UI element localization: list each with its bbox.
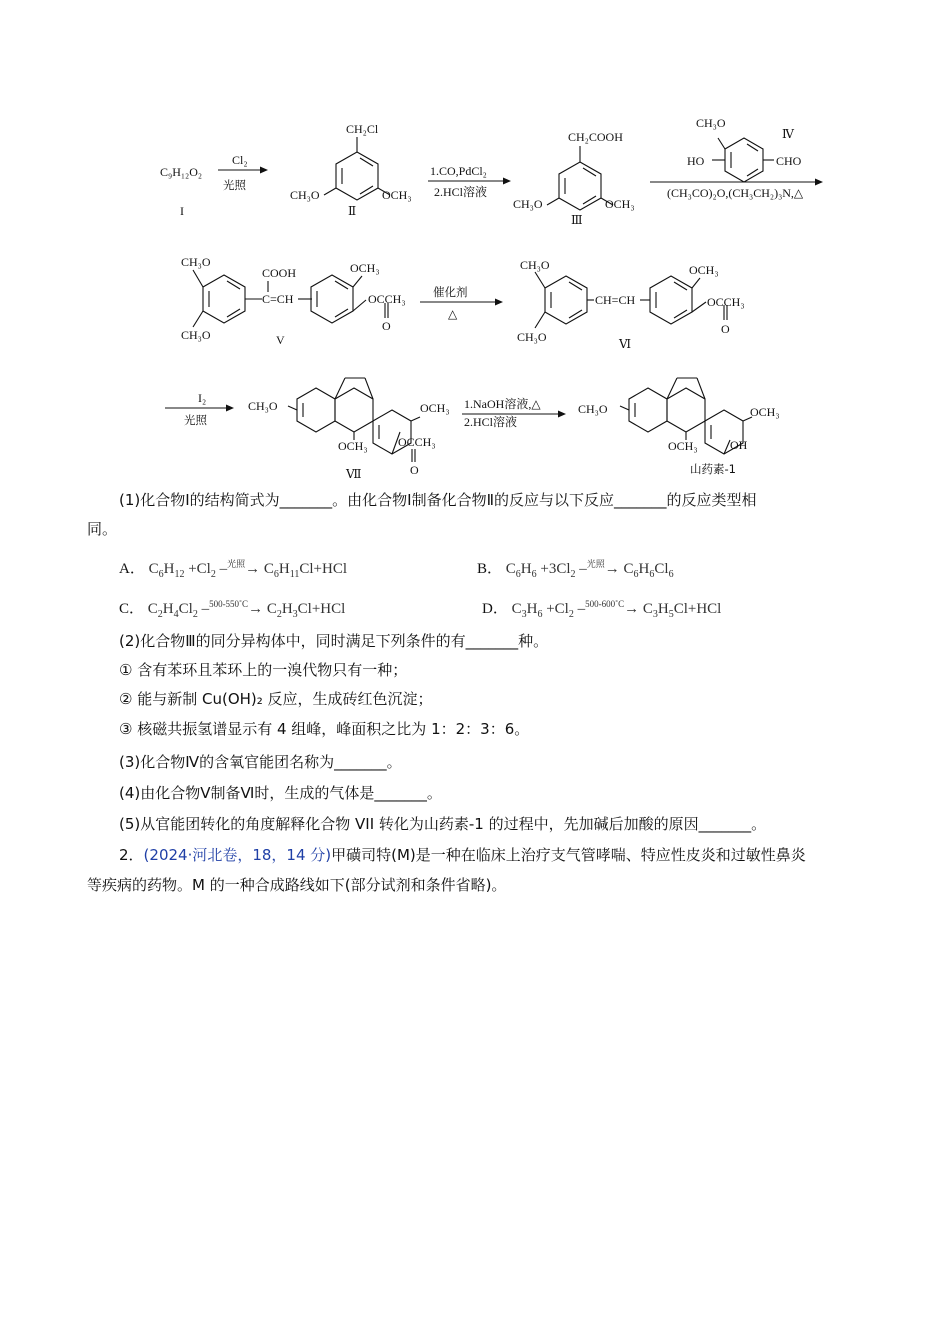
reaction-scheme: [0, 0, 950, 490]
option-b: B． $C_6H_6 +3Cl_2$ $-^{光照}\to C_6H_6Cl_6$: [477, 559, 674, 580]
compound-VI-label: Ⅵ: [619, 337, 632, 351]
arrow-3: [650, 179, 823, 201]
arrow-3-conditions: (CH₃CO)₂O,(CH₃CH₂)₃N,△: [667, 186, 804, 200]
compound-III-ch2cooh: CH₂COOH: [568, 130, 623, 144]
q2-condition-3: ③ 核磁共振氢谱显示有 4 组峰，峰面积之比为 1：2：3：6。: [119, 720, 530, 738]
compound-V-och3-bottom: CH₃O: [181, 328, 211, 342]
arrow-2: [428, 164, 511, 199]
compound-II-och3-right: OCH₃: [382, 188, 412, 202]
arrow-1-reagent: Cl₂: [232, 153, 248, 167]
shanyaosu-och3-bottom: OCH₃: [668, 439, 698, 453]
compound-shanyaosu-1: [578, 378, 780, 476]
shanyaosu-och3-right: OCH₃: [750, 405, 780, 419]
compound-II-ch2cl: CH₂Cl: [346, 122, 379, 136]
compound-VI-och3-bottom: CH₃O: [517, 330, 547, 344]
compound-VII-ester: OCCH₃: [398, 435, 436, 449]
compound-V-och3: OCH₃: [350, 261, 380, 275]
compound-I-formula: C₉H₁₂O₂: [160, 165, 203, 179]
compound-IV-och3: CH₃O: [696, 116, 726, 130]
problem-2-number: 2．: [119, 846, 144, 864]
shanyaosu-och3-left: CH₃O: [578, 402, 608, 416]
arrow-2-workup: 2.HCl溶液: [434, 185, 488, 199]
arrow-5-reagent: I₂: [198, 391, 207, 405]
compound-VII: [248, 378, 450, 481]
compound-V-cooh: COOH: [262, 266, 297, 280]
option-c: C． $C_2H_4Cl_2$ $-^{500-550˚C}\to C_2H_3Cl+HCl$: [119, 599, 346, 620]
compound-II-label: Ⅱ: [348, 204, 357, 218]
problem-2-text: 甲磺司特(M)是一种在临床上治疗支气管哮喘、特应性皮炎和过敏性鼻炎: [331, 846, 806, 864]
q1-line1: (1)化合物Ⅰ的结构简式为_______。由化合物Ⅰ制备化合物Ⅱ的反应与以下反应_______的反应类型相: [119, 491, 757, 509]
arrow-5: [165, 391, 234, 427]
problem-2-line1: [119, 841, 806, 870]
compound-VII-och3-right: OCH₃: [420, 401, 450, 415]
compound-VI-bridge: CH=CH: [595, 293, 636, 307]
compound-VI-ester: OCCH₃: [707, 295, 745, 309]
arrow-2-reagent: 1.CO,PdCl₂: [430, 164, 487, 178]
option-d: D． $C_3H_6 +Cl_2$ $-^{500-600˚C}\to C_3H_5Cl+HCl$: [482, 599, 722, 620]
problem-2-line2: 等疾病的药物。M 的一种合成路线如下(部分试剂和条件省略)。: [87, 876, 507, 894]
q1-line2: 同。: [87, 520, 118, 538]
compound-II-och3-left: CH₃O: [290, 188, 320, 202]
arrow-4-catalyst: 催化剂: [433, 285, 468, 299]
arrow-1-condition: 光照: [223, 178, 246, 192]
compound-I: [160, 165, 202, 218]
arrow-5-condition: 光照: [184, 413, 207, 427]
arrow-6: [462, 396, 566, 429]
arrow-6-reagent: 1.NaOH溶液,△: [464, 397, 541, 411]
compound-III-label: Ⅲ: [571, 213, 583, 227]
compound-III-och3-left: CH₃O: [513, 197, 543, 211]
arrow-1: [218, 153, 268, 192]
compound-VII-och3-left: CH₃O: [248, 399, 278, 413]
question-1: [87, 486, 867, 916]
option-d-label: D．: [482, 601, 508, 617]
arrow-4: [420, 285, 503, 321]
compound-V-ester-o: O: [382, 319, 391, 333]
option-b-label: B．: [477, 561, 503, 577]
q2-condition-2: ② 能与新制 Cu(OH)₂ 反应，生成砖红色沉淀；: [119, 690, 433, 708]
compound-IV-oh: HO: [687, 154, 705, 168]
compound-VII-och3-bottom: OCH₃: [338, 439, 368, 453]
compound-VII-label: Ⅶ: [346, 467, 362, 481]
arrow-6-workup: 2.HCl溶液: [464, 415, 518, 429]
shanyaosu-label: 山药素-1: [690, 462, 736, 476]
compound-IV-label: Ⅳ: [782, 127, 794, 141]
compound-V: [181, 255, 406, 347]
q5: (5)从官能团转化的角度解释化合物 VII 转化为山药素-1 的过程中，先加碱后加酸的原因_______。: [119, 815, 767, 833]
compound-III-och3-right: OCH₃: [605, 197, 635, 211]
compound-VI-och3-top: CH₃O: [520, 258, 550, 272]
compound-V-label: V: [276, 333, 285, 347]
compound-VII-ester-o: O: [410, 463, 419, 477]
q2: (2)化合物Ⅲ的同分异构体中，同时满足下列条件的有_______种。: [119, 632, 549, 650]
q3: (3)化合物Ⅳ的含氧官能团名称为_______。: [119, 753, 402, 771]
compound-V-bridge: C=CH: [262, 292, 294, 306]
compound-V-ester: OCCH₃: [368, 292, 406, 306]
q4: (4)由化合物Ⅴ制备Ⅵ时，生成的气体是_______。: [119, 784, 442, 802]
compound-V-och3-top: CH₃O: [181, 255, 211, 269]
compound-VI: [517, 258, 745, 351]
compound-VI-och3: OCH₃: [689, 263, 719, 277]
option-a: A． $C_6H_{12} +Cl_2$ $-^{光照}\to C_6H_{11}Cl+HCl$: [119, 559, 347, 580]
shanyaosu-oh: OH: [730, 438, 748, 452]
q2-condition-1: ① 含有苯环且苯环上的一溴代物只有一种；: [119, 661, 408, 679]
compound-I-label: I: [180, 204, 184, 218]
compound-IV: [687, 116, 802, 182]
compound-II: [290, 122, 412, 218]
option-c-label: C．: [119, 601, 145, 617]
arrow-4-heat: △: [448, 307, 458, 321]
option-a-label: A．: [119, 561, 145, 577]
compound-VI-ester-o: O: [721, 322, 730, 336]
compound-IV-cho: CHO: [776, 154, 802, 168]
compound-III: [513, 130, 635, 227]
problem-2-source: (2024·河北卷，18，14 分): [143, 846, 332, 864]
